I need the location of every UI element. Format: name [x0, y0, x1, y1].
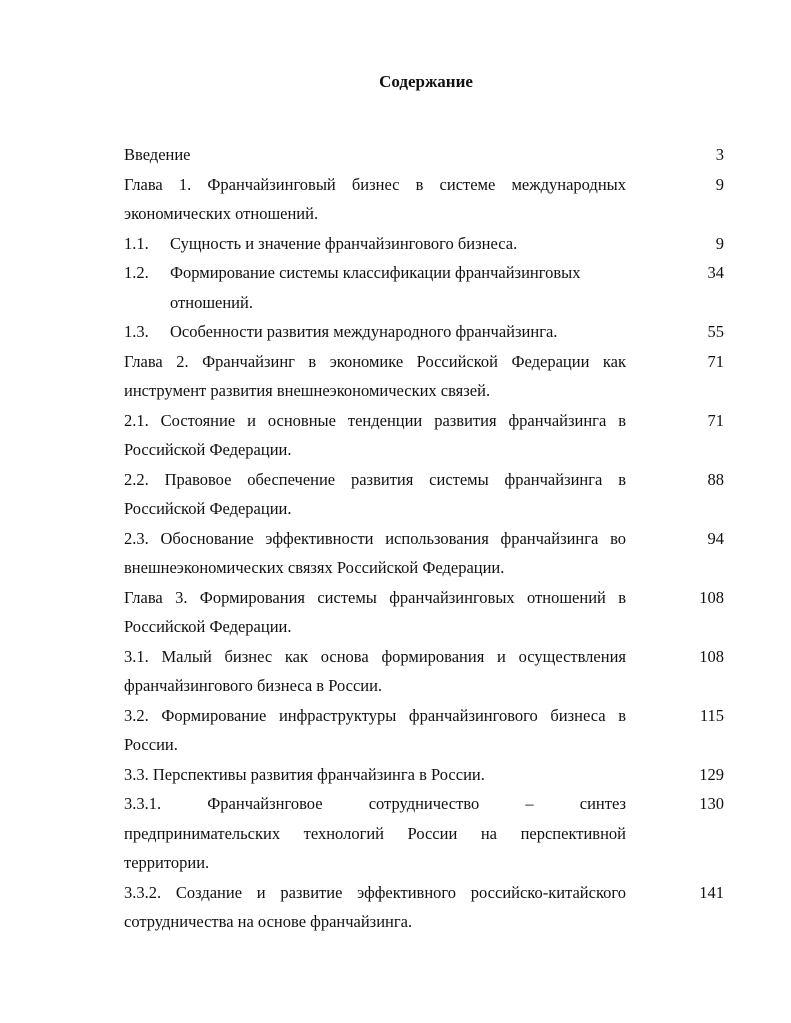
toc-entry-text-continued: территории. — [124, 853, 210, 872]
toc-entry — [124, 701, 724, 760]
toc-page-number: 115 — [699, 705, 724, 725]
toc-word: сотрудничество — [368, 794, 480, 813]
toc-word: Франчайзнговое — [207, 794, 323, 813]
toc-entry-text: 2.2. Правовое обеспечение развития системы франчайзинга в — [124, 469, 626, 489]
toc-entry-text-continued: Российской Федерации. — [124, 499, 292, 518]
toc-entry-text: 3.1. Малый бизнес как основа формирования и осуществления — [124, 646, 626, 666]
toc-page-number: 88 — [707, 469, 724, 489]
toc-entry — [124, 789, 724, 878]
toc-section-number: 1.2. — [124, 263, 149, 282]
toc-word: 3.3.1. — [124, 794, 162, 813]
toc-section-number: 1.1. — [124, 233, 149, 253]
toc-page-number: 55 — [707, 322, 724, 341]
toc-entry-text-continued: предпринимательских технологий России на перспективной — [124, 823, 626, 843]
toc-page-number: 108 — [699, 646, 724, 666]
table-of-contents — [124, 140, 724, 937]
toc-entry — [124, 258, 724, 317]
toc-entry-text: Глава 2. Франчайзинг в экономике Российской Федерации как — [124, 351, 626, 371]
toc-page-number: 108 — [699, 587, 724, 607]
toc-entry-text-continued: Российской Федерации. — [124, 440, 292, 459]
toc-entry — [124, 583, 724, 642]
toc-word: – — [525, 794, 534, 813]
toc-entry-text-continued: сотрудничества на основе франчайзинга. — [124, 912, 413, 931]
toc-entry-text-continued: Российской Федерации. — [124, 617, 292, 636]
toc-page-number: 94 — [707, 528, 724, 548]
toc-entry-text: 2.3. Обоснование эффективности использования франчайзинга во — [124, 528, 626, 548]
toc-entry-text: 2.1. Состояние и основные тенденции развития франчайзинга в — [124, 410, 626, 430]
toc-entry-text-continued: экономических отношений. — [124, 204, 319, 223]
toc-entry-text: 3.2. Формирование инфраструктуры франчайзингового бизнеса в — [124, 705, 626, 725]
toc-entry — [124, 465, 724, 524]
toc-entry — [124, 760, 724, 790]
page-title: Содержание — [379, 72, 473, 91]
toc-entry — [124, 229, 724, 259]
toc-entry — [124, 170, 724, 229]
toc-entry-text — [124, 789, 626, 819]
toc-page-number: 3 — [715, 145, 724, 164]
toc-entry-text: 3.3. Перспективы развития франчайзинга в России. — [124, 764, 485, 784]
toc-entry — [124, 878, 724, 937]
toc-entry-text: Глава 3. Формирования системы франчайзинговых отношений в — [124, 587, 626, 607]
toc-entry-text: Глава 1. Франчайзинговый бизнес в системе международных — [124, 174, 626, 194]
toc-page-number: 34 — [707, 263, 724, 282]
toc-page-number: 129 — [699, 764, 724, 784]
toc-entry-text-continued: внешнеэкономических связях Российской Федерации. — [124, 558, 505, 577]
toc-entry-text-continued: России. — [124, 735, 178, 754]
toc-page-number: 9 — [715, 174, 724, 194]
toc-page-number: 9 — [715, 233, 724, 253]
toc-entry-text: Введение — [124, 145, 191, 164]
toc-entry-text-continued: франчайзингового бизнеса в России. — [124, 676, 383, 695]
toc-entry — [124, 524, 724, 583]
toc-page-number: 71 — [707, 410, 724, 430]
toc-entry — [124, 406, 724, 465]
toc-entry — [124, 347, 724, 406]
toc-page-number: 130 — [699, 794, 724, 813]
toc-entry-text: 3.3.2. Создание и развитие эффективного российско-китайского — [124, 882, 626, 902]
toc-entry — [124, 317, 724, 347]
toc-section-number: 1.3. — [124, 322, 149, 341]
toc-word: синтез — [579, 794, 626, 813]
toc-entry-text: Сущность и значение франчайзингового бизнеса. — [170, 233, 518, 253]
toc-entry — [124, 642, 724, 701]
toc-entry — [124, 140, 724, 170]
toc-entry-text: Особенности развития международного франчайзинга. — [170, 322, 558, 341]
toc-entry-text-continued: отношений. — [170, 292, 253, 312]
toc-entry-text-continued: инструмент развития внешнеэкономических связей. — [124, 381, 491, 400]
toc-page-number: 141 — [699, 882, 724, 902]
toc-page-number: 71 — [707, 351, 724, 371]
toc-entry-text: Формирование системы классификации франчайзинговых — [170, 263, 581, 282]
